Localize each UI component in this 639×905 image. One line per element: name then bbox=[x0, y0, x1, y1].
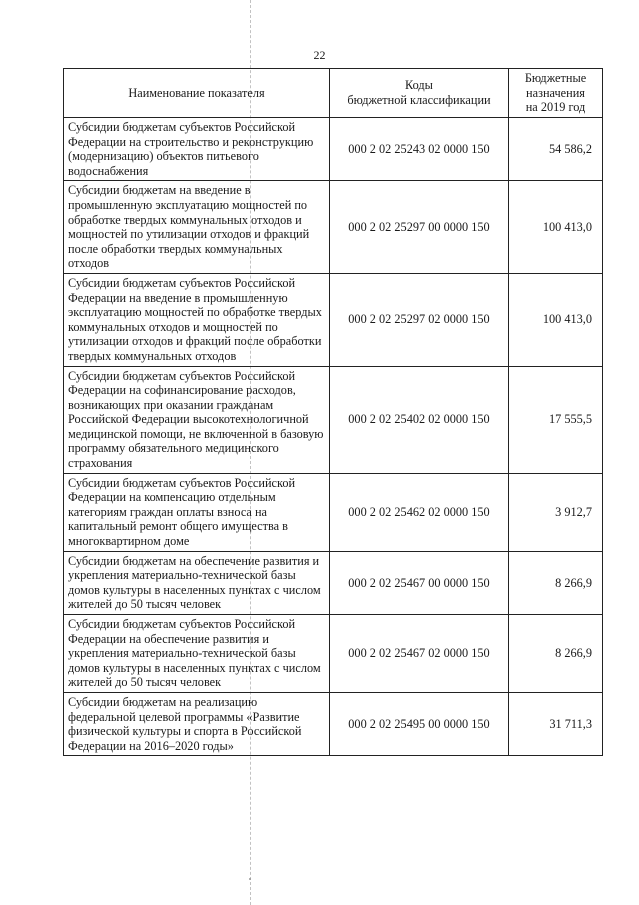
table-row bbox=[64, 366, 603, 473]
header-sum bbox=[509, 69, 603, 118]
table-header-row bbox=[64, 69, 603, 118]
row-name: Субсидии бюджетам на введение в промышленную эксплуатацию мощностей по обработке твердых коммунальных отходов и мощностей по утилизации отходов и фракций после обработки твердых коммунальных отходов bbox=[64, 181, 330, 274]
row-code: 000 2 02 25462 02 0000 150 bbox=[330, 473, 509, 551]
header-sum-line1: Бюджетные bbox=[524, 71, 587, 86]
header-name-label: Наименование показателя bbox=[128, 85, 265, 100]
header-name bbox=[64, 69, 330, 118]
row-name: Субсидии бюджетам на реализацию федеральной целевой программы «Развитие физической культуры и спорта в Российской Федерации на 2016–2020 годы» bbox=[64, 692, 330, 755]
table-row bbox=[64, 181, 603, 274]
table-row bbox=[64, 615, 603, 693]
row-name: Субсидии бюджетам субъектов Российской Федерации на строительство и реконструкцию (модернизацию) объектов питьевого водоснабжения bbox=[64, 118, 330, 181]
table-row bbox=[64, 118, 603, 181]
row-name: Субсидии бюджетам субъектов Российской Федерации на компенсацию отдельным категориям граждан оплаты взноса на капитальный ремонт общего имущества в многоквартирном доме bbox=[64, 473, 330, 551]
page-number: 22 bbox=[313, 48, 326, 62]
row-name: Субсидии бюджетам субъектов Российской Федерации на софинансирование расходов, возникающих при оказании гражданам Российской Федерации высокотехнологичной медицинской помощи, не включенной в базовую программу обязательного медицинского страхования bbox=[64, 366, 330, 473]
row-sum: 100 413,0 bbox=[509, 273, 603, 366]
table-row bbox=[64, 473, 603, 551]
row-code: 000 2 02 25467 00 0000 150 bbox=[330, 551, 509, 614]
row-sum: 17 555,5 bbox=[509, 366, 603, 473]
budget-table bbox=[63, 68, 603, 756]
row-sum: 8 266,9 bbox=[509, 615, 603, 693]
row-sum: 31 711,3 bbox=[509, 692, 603, 755]
row-name: Субсидии бюджетам на обеспечение развития и укрепления материально-технической базы домов культуры в населенных пунктах с числом жителей до 50 тысяч человек bbox=[64, 551, 330, 614]
table-row bbox=[64, 273, 603, 366]
row-name: Субсидии бюджетам субъектов Российской Федерации на введение в промышленную эксплуатацию мощностей по обработке твердых коммунальных отходов и мощностей по утилизации отходов и фракций после обработки твердых коммунальных отходов bbox=[64, 273, 330, 366]
scan-speck bbox=[249, 878, 251, 880]
row-code: 000 2 02 25467 02 0000 150 bbox=[330, 615, 509, 693]
row-name: Субсидии бюджетам субъектов Российской Федерации на обеспечение развития и укрепления материально-технической базы домов культуры в населенных пунктах с числом жителей до 50 тысяч человек bbox=[64, 615, 330, 693]
header-code bbox=[330, 69, 509, 118]
header-code-line1: Коды bbox=[405, 78, 433, 93]
header-code-line2: бюджетной классификации bbox=[347, 93, 491, 107]
table-row bbox=[64, 692, 603, 755]
row-code: 000 2 02 25297 02 0000 150 bbox=[330, 273, 509, 366]
table-row bbox=[64, 551, 603, 614]
row-sum: 100 413,0 bbox=[509, 181, 603, 274]
row-sum: 8 266,9 bbox=[509, 551, 603, 614]
row-code: 000 2 02 25495 00 0000 150 bbox=[330, 692, 509, 755]
row-sum: 54 586,2 bbox=[509, 118, 603, 181]
row-code: 000 2 02 25297 00 0000 150 bbox=[330, 181, 509, 274]
header-sum-line2: назначения bbox=[526, 85, 585, 100]
row-code: 000 2 02 25402 02 0000 150 bbox=[330, 366, 509, 473]
row-code: 000 2 02 25243 02 0000 150 bbox=[330, 118, 509, 181]
row-sum: 3 912,7 bbox=[509, 473, 603, 551]
header-sum-line3: на 2019 год bbox=[525, 100, 586, 115]
